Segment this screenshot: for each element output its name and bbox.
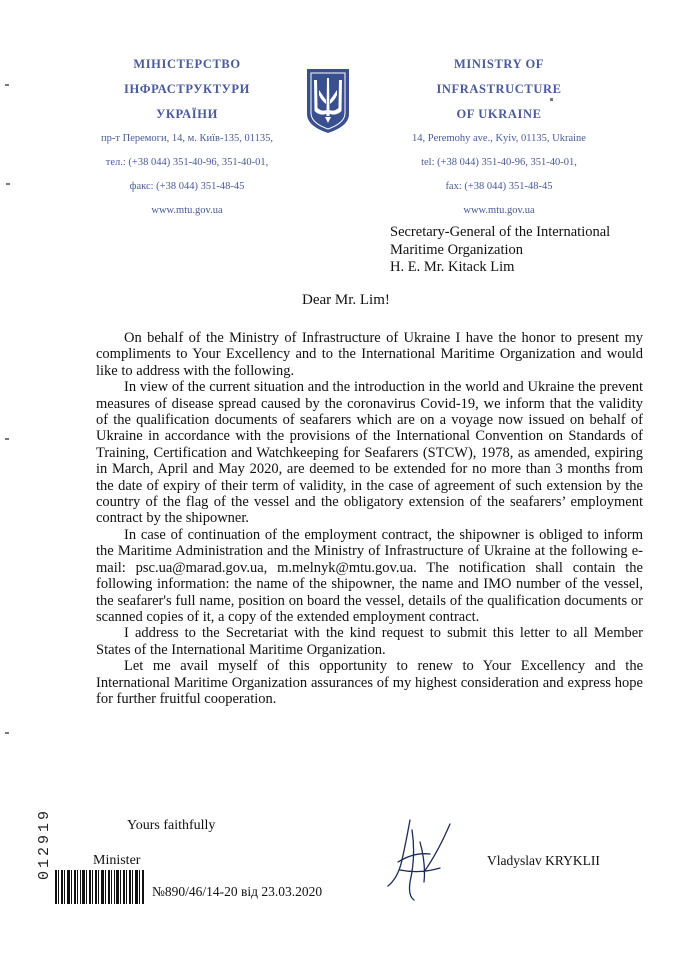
recipient-block — [390, 224, 610, 277]
handwritten-signature — [380, 812, 460, 902]
phone-ua: тел.: (+38 044) 351-40-96, 351-40-01, — [105, 157, 269, 168]
paragraph-4: I address to the Secretariat with the kind request to submit this letter to all Member States of the International Maritime Organization. — [96, 625, 643, 658]
ministry-name-en-line-3: OF UKRAINE — [456, 107, 542, 121]
recipient-line-2: Maritime Organization — [390, 241, 524, 258]
ukraine-trident-icon — [303, 66, 353, 136]
website-ua: www.mtu.gov.ua — [151, 205, 223, 216]
paragraph-2: In view of the current situation and the introduction in the world and Ukraine the prevent measures of disease spread caused by the coronavirus Covid-19, we inform that the validity of the qualification documents of seafarers which are on a voyage now issued on behalf of Ukraine in accordance with the provisions of the International Convention on Standards of Training, Certification and Watchkeeping for Seafarers (STCW), 1978, as amended, expiring in March, April and May 2020, are deemed to be extended for no more than 3 months from the date of expiry of their term of validity, in the case of agreement of such extension by the country of the flag of the vessel and the obligatory extension of the seafarers’ employment contract by the shipowner. — [96, 379, 643, 527]
salutation: Dear Mr. Lim! — [302, 292, 390, 308]
website-en: www.mtu.gov.ua — [463, 205, 535, 216]
ministry-name-en-line-1: MINISTRY OF — [453, 57, 545, 71]
paragraph-5: Let me avail myself of this opportunity to renew to Your Excellency and the International Maritime Organization assurances of my highest consideration and express hope for further fruitful cooperation. — [96, 658, 643, 707]
letter-body — [96, 330, 643, 707]
address-en: 14, Peremohy ave., Kyiv, 01135, Ukraine — [412, 133, 586, 144]
fax-ua: факс: (+38 044) 351-48-45 — [129, 181, 245, 192]
barcode — [54, 869, 146, 905]
serial-number: 012919 — [36, 807, 53, 880]
fax-en: fax: (+38 044) 351-48-45 — [445, 181, 553, 192]
recipient-line-1: Secretary-General of the International — [390, 224, 611, 240]
phone-en: tel: (+38 044) 351-40-96, 351-40-01, — [421, 157, 577, 168]
closing-phrase: Yours faithfully — [127, 818, 216, 833]
ministry-name-ua-line-2: ІНФРАСТРУКТУРИ — [124, 82, 250, 96]
address-ua: пр-т Перемоги, 14, м. Київ-135, 01135, — [101, 133, 273, 144]
letterhead-english — [374, 52, 624, 223]
reference-number: №890/46/14-20 від 23.03.2020 — [152, 884, 323, 899]
ministry-name-ua-line-3: УКРАЇНИ — [156, 107, 218, 121]
paragraph-3: In case of continuation of the employment contract, the shipowner is obliged to inform the Maritime Administration and the Ministry of Infrastructure of Ukraine at the following e-mail: psc.ua@marad.gov.ua, m.melnyk@mtu.gov.ua. The notification shall contain the following information: the name of the shipowner, the name and IMO number of the vessel, the seafarer's full name, position on board the vessel, details of the qualification documents or scanned copies of it, a copy of the extended employment contract. — [96, 526, 643, 625]
signer-title: Minister — [93, 853, 141, 868]
recipient-line-3: H. E. Mr. Kitack Lim — [390, 259, 515, 275]
letterhead-ukrainian — [62, 52, 312, 223]
ministry-name-en-line-2: INFRASTRUCTURE — [436, 82, 562, 96]
signer-name: Vladyslav KRYKLII — [487, 853, 600, 868]
paragraph-1: On behalf of the Ministry of Infrastructure of Ukraine I have the honor to present my compliments to Your Excellency and to the International Maritime Organization and would like to address with the following. — [96, 330, 643, 379]
ministry-name-ua-line-1: МІНІСТЕРСТВО — [133, 57, 241, 71]
